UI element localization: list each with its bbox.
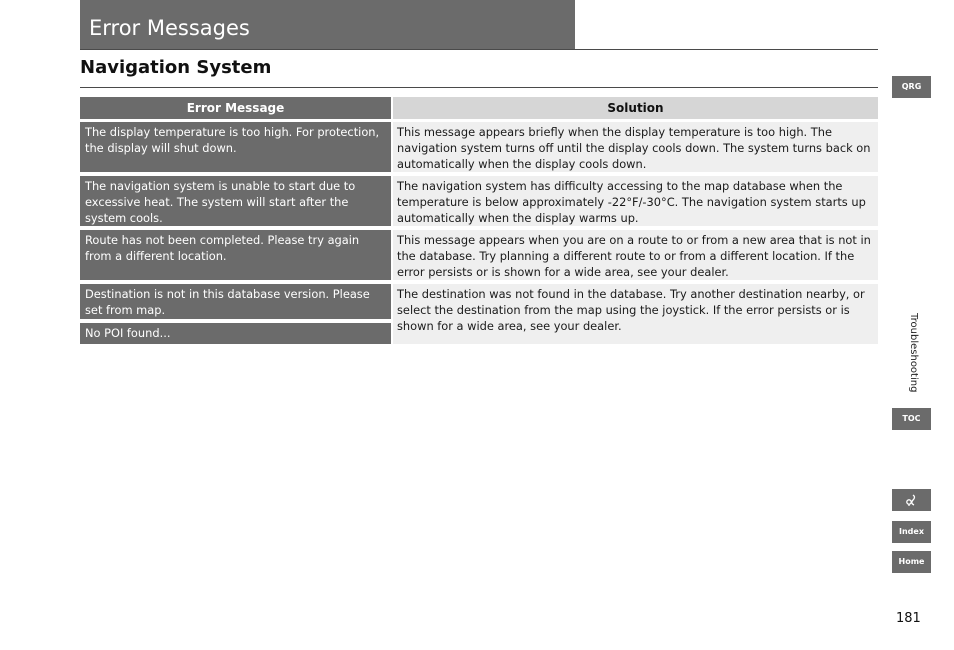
title-divider <box>80 49 878 50</box>
page-title-bar <box>80 0 575 49</box>
page-title: Error Messages <box>89 16 250 40</box>
solution-cell: The navigation system has difficulty accessing to the map database when the temperature is below approximately -22°F/-30°C. The navigation system starts up automatically when the display warms up. <box>393 176 878 226</box>
home-tab[interactable]: Home <box>892 551 931 573</box>
page-number: 181 <box>896 611 921 626</box>
voice-command-tab[interactable] <box>892 489 931 511</box>
error-message-cell: The navigation system is unable to start due to excessive heat. The system will start after the system cools. <box>80 176 391 226</box>
column-header-error-message: Error Message <box>80 97 391 119</box>
toc-tab[interactable]: TOC <box>892 408 931 430</box>
error-message-cell: The display temperature is too high. For protection, the display will shut down. <box>80 122 391 172</box>
error-message-cell: Destination is not in this database version. Please set from map. <box>80 284 391 319</box>
qrg-tab[interactable]: QRG <box>892 76 931 98</box>
solution-cell: This message appears briefly when the display temperature is too high. The navigation system turns off until the display cools down. The system turns back on automatically when the display cools down. <box>393 122 878 172</box>
error-message-cell: Route has not been completed. Please try again from a different location. <box>80 230 391 280</box>
section-divider <box>80 87 878 88</box>
chapter-label: Troubleshooting <box>908 313 919 393</box>
solution-cell: The destination was not found in the database. Try another destination nearby, or select the destination from the map using the joystick. If the error persists or is shown for a wide area, see your dealer. <box>393 284 878 344</box>
column-header-solution: Solution <box>393 97 878 119</box>
error-message-cell: No POI found... <box>80 323 391 344</box>
index-tab[interactable]: Index <box>892 521 931 543</box>
voice-command-icon <box>904 493 920 507</box>
solution-cell: This message appears when you are on a route to or from a new area that is not in the database. Try planning a different route to or from a different location. If the error persists or is shown for a wide area, see your dealer. <box>393 230 878 280</box>
section-title: Navigation System <box>80 57 272 78</box>
